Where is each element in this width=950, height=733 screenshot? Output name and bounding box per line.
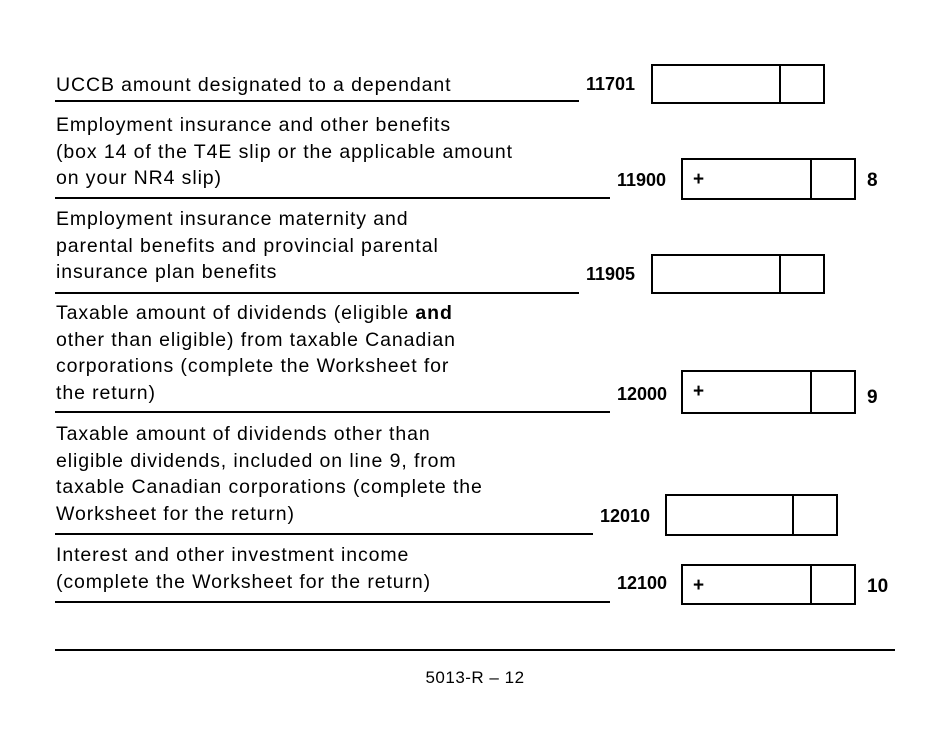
plus-sign: + xyxy=(693,169,705,190)
line-code-11900: 11900 xyxy=(617,170,667,190)
cents-field-12000[interactable] xyxy=(810,372,854,412)
amount-field-12100[interactable] xyxy=(681,564,856,605)
amount-input-12000[interactable] xyxy=(711,376,775,406)
amount-field-11905[interactable] xyxy=(651,254,825,294)
row-11701-description: UCCB amount designated to a dependant xyxy=(56,74,452,96)
line-code-12100: 12100 xyxy=(617,573,668,593)
amount-input-12010[interactable] xyxy=(695,500,759,530)
row-11900-underline xyxy=(55,197,610,199)
amount-input-12100[interactable] xyxy=(711,570,775,600)
row-12100-underline xyxy=(55,601,610,603)
line-code-11701: 11701 xyxy=(586,74,636,94)
row-12000-text-b: other than eligible) from taxable Canadian corporations (complete the Worksheet for the return) xyxy=(56,328,456,404)
cents-field-11701[interactable] xyxy=(779,66,823,102)
row-12000-description xyxy=(56,300,456,406)
row-11701-underline xyxy=(55,100,579,102)
row-12100-description: Interest and other investment income (complete the Worksheet for the return) xyxy=(56,544,432,593)
footer-divider xyxy=(55,649,895,651)
row-11900-description: Employment insurance and other benefits (box 14 of the T4E slip or the applicable amount on your NR4 slip) xyxy=(56,114,513,189)
cents-field-12010[interactable] xyxy=(792,496,836,534)
row-12000-text-a: Taxable amount of dividends (eligible xyxy=(56,302,416,324)
line-code-12000: 12000 xyxy=(617,384,668,404)
page-footer-label: 5013-R – 12 xyxy=(425,668,525,687)
row-12000-text-bold: and xyxy=(415,302,453,324)
row-12010-underline xyxy=(55,533,593,535)
line-number-8: 8 xyxy=(867,170,878,191)
plus-sign: + xyxy=(693,381,705,402)
amount-input-11701[interactable] xyxy=(681,70,745,100)
amount-field-11701[interactable] xyxy=(651,64,825,104)
amount-field-12000[interactable] xyxy=(681,370,856,414)
amount-input-11905[interactable] xyxy=(681,260,745,290)
plus-sign: + xyxy=(693,575,705,596)
row-12000-underline xyxy=(55,411,610,413)
amount-input-11900[interactable] xyxy=(711,164,775,194)
row-11905-description: Employment insurance maternity and parental benefits and provincial parental insurance plan benefits xyxy=(56,208,439,283)
cents-field-12100[interactable] xyxy=(810,566,854,603)
line-code-12010: 12010 xyxy=(600,506,651,526)
cents-field-11900[interactable] xyxy=(810,160,854,198)
line-number-10: 10 xyxy=(867,576,889,597)
amount-field-11900[interactable] xyxy=(681,158,856,200)
line-number-9: 9 xyxy=(867,387,878,408)
amount-field-12010[interactable] xyxy=(665,494,838,536)
row-11905-underline xyxy=(55,292,579,294)
line-code-11905: 11905 xyxy=(586,264,636,284)
cents-field-11905[interactable] xyxy=(779,256,823,292)
row-12010-description: Taxable amount of dividends other than eligible dividends, included on line 9, from taxable Canadian corporations (complete the Worksheet for the return) xyxy=(56,423,483,525)
